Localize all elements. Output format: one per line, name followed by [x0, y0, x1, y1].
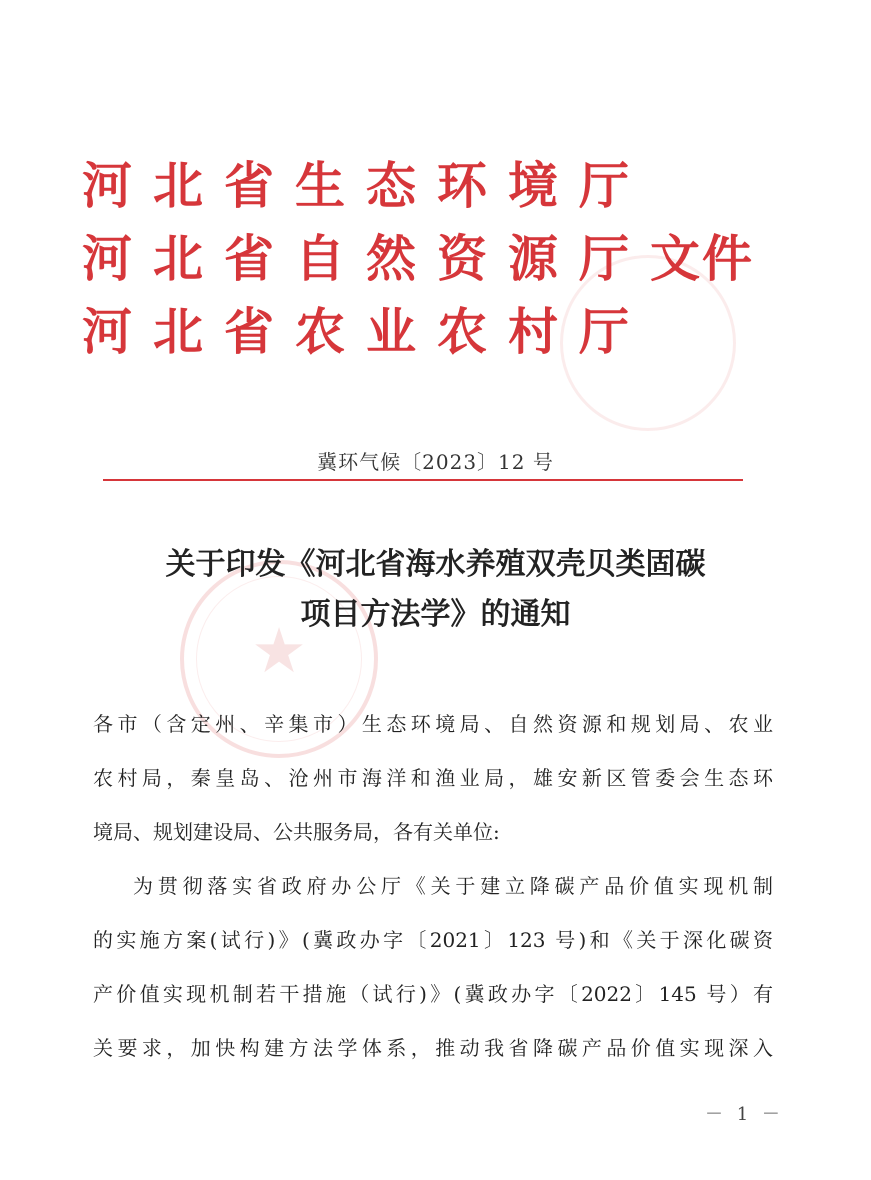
agency-char: 北	[153, 230, 203, 288]
agency-char: 北	[153, 303, 203, 361]
title-line-2: 项目方法学》的通知	[300, 597, 571, 632]
agency-char: 农	[437, 303, 487, 361]
document-suffix: 文件	[650, 230, 754, 288]
document-body	[93, 697, 773, 1075]
document-number: 冀环气候〔2023〕12 号	[317, 450, 554, 474]
agency-char: 河	[82, 157, 132, 215]
issuing-agencies-header	[82, 150, 754, 369]
agency-char: 境	[508, 157, 558, 215]
agency-char: 业	[366, 303, 416, 361]
agency-line-2	[82, 223, 754, 296]
agency-char: 河	[82, 230, 132, 288]
body-line: 产价值实现机制若干措施（试行)》(冀政办字〔2022〕145 号）有	[93, 982, 773, 1006]
agency-char: 环	[437, 157, 487, 215]
body-line: 农村局，秦皇岛、沧州市海洋和渔业局，雄安新区管委会生态环	[93, 766, 773, 790]
agency-char: 河	[82, 303, 132, 361]
agency-char: 然	[366, 230, 416, 288]
agency-line-3	[82, 296, 754, 369]
body-line: 的实施方案(试行)》(冀政办字〔2021〕123 号)和《关于深化碳资	[93, 928, 773, 952]
document-title	[0, 540, 871, 640]
agency-char: 态	[366, 157, 416, 215]
agency-char: 生	[295, 157, 345, 215]
agency-char: 省	[224, 230, 274, 288]
title-line-1: 关于印发《河北省海水养殖双壳贝类固碳	[165, 547, 706, 582]
agency-char: 厅	[579, 230, 629, 288]
body-line: 关要求，加快构建方法学体系，推动我省降碳产品价值实现深入	[93, 1036, 773, 1060]
agency-char: 厅	[579, 303, 629, 361]
agency-char: 资	[437, 230, 487, 288]
body-line: 境局、规划建设局、公共服务局，各有关单位:	[93, 820, 500, 844]
agency-char: 村	[508, 303, 558, 361]
agency-char: 厅	[579, 157, 629, 215]
agency-char: 源	[508, 230, 558, 288]
agency-char: 省	[224, 157, 274, 215]
red-divider-line	[103, 479, 743, 481]
agency-char: 自	[295, 230, 345, 288]
body-line: 各市（含定州、辛集市）生态环境局、自然资源和规划局、农业	[93, 712, 773, 736]
body-line: 为贯彻落实省政府办公厅《关于建立降碳产品价值实现机制	[133, 874, 773, 898]
agency-char: 北	[153, 157, 203, 215]
agency-line-1	[82, 150, 754, 223]
agency-char: 农	[295, 303, 345, 361]
seal-star-icon: ★	[251, 614, 307, 688]
agency-char: 省	[224, 303, 274, 361]
page-number: － 1 －	[705, 1104, 784, 1125]
